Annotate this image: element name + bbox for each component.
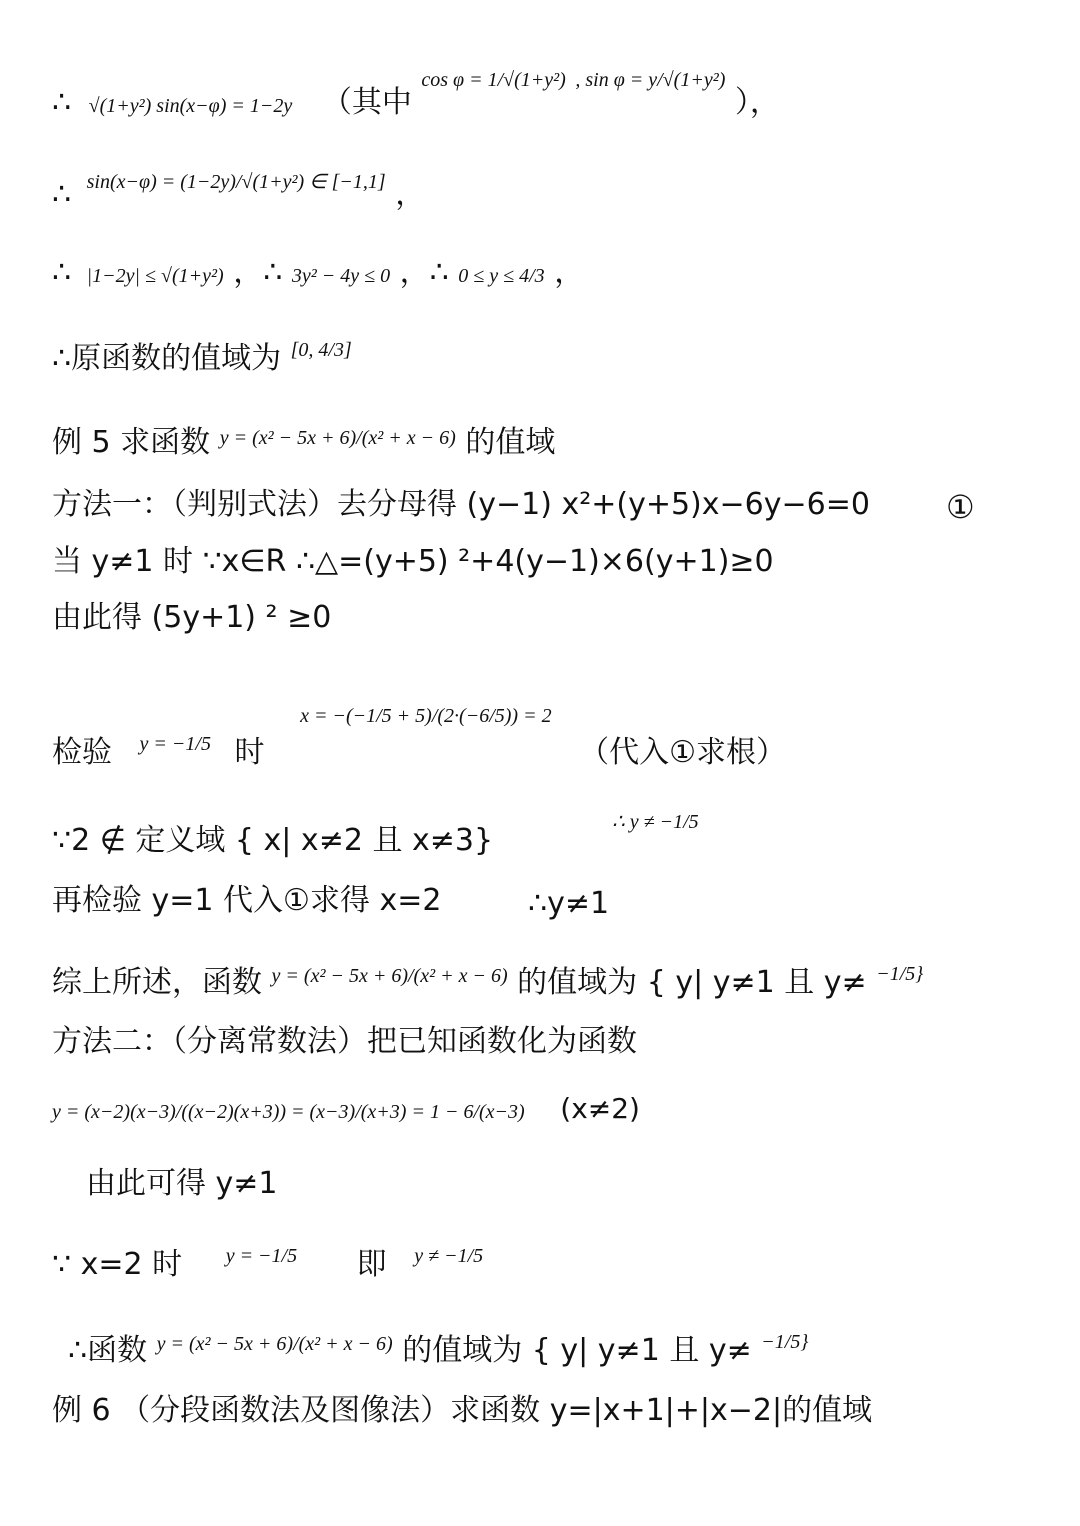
line-15 [86,1166,278,1201]
domain-text: ∵2 ∉ 定义域 { x| x≠2 且 x≠3} [52,823,494,858]
conclusion-y-neq-1: ∴y≠1 [528,886,610,921]
formula-cos-def: cos φ = 1/√(1+y²) [421,69,566,91]
line-10 [52,823,494,858]
formula-function: y = (x² − 5x + 6)/(x² + x − 6) [219,427,456,449]
method-1-text: 方法一：（判别式法）去分母得 (y−1) x²+(y+5)x−6y−6=0 [52,487,870,522]
formula-y-neq: ∴ y ≠ −1/5 [612,811,699,833]
line-2 [52,171,426,212]
line-18 [52,1393,873,1428]
line-17 [68,1331,809,1368]
line-12 [52,963,924,1000]
formula-function: y = (x² − 5x + 6)/(x² + x − 6) [271,965,508,987]
recheck-text: 再检验 y=1 代入①求得 x=2 [52,883,442,918]
method-2-text: 方法二：（分离常数法）把已知函数化为函数 [52,1024,637,1059]
formula-y-value: y = −1/5 [139,733,211,755]
text-shi: 时 [234,735,265,770]
text-comma: ， [395,177,426,212]
line-8 [52,600,332,635]
text-substitute: （代入①求根） [579,735,787,770]
line-13 [52,1024,637,1059]
formula-y-range: 0 ≤ y ≤ 4/3 [458,265,545,287]
formula-y-value: y = −1/5 [225,1245,298,1267]
check-label: 检验 [52,735,112,770]
formula-sin-range: sin(x−φ) = (1−2y)/√(1+y²) ∈ [−1,1] [86,171,386,193]
text-ji: 即 [356,1247,387,1282]
derived-y-neq-1: 由此可得 y≠1 [86,1166,278,1201]
formula-main: √(1+y²) sin(x−φ) = 1−2y [88,95,293,117]
derived-text: 由此得 (5y+1) ² ≥0 [52,600,332,635]
text-suffix: 的值域 [465,425,556,460]
therefore-symbol: ∴ [52,255,72,290]
formula-minus-fifth: −1/5} [876,963,924,985]
formula-function: y = (x² − 5x + 6)/(x² + x − 6) [156,1333,393,1355]
line-14 [52,1094,640,1124]
formula-separation: y = (x−2)(x−3)/((x−2)(x+3)) = (x−3)/(x+3) = 1 − 6/(x−3) [52,1101,525,1123]
summary-suffix: 的值域为 { y| y≠1 且 y≠ [402,1333,752,1368]
line-6 [52,487,870,522]
discriminant-text: 当 y≠1 时 ∵x∈R ∴△=(y+5) ²+4(y−1)×6(y+1)≥0 [52,544,774,579]
therefore-symbol: ∴ [52,177,72,212]
line-16 [52,1245,484,1282]
example-6-text: 例 6 （分段函数法及图像法）求函数 y=|x+1|+|x−2|的值域 [52,1393,873,1428]
text-close: ）， [734,85,780,120]
formula-x-root: x = −(−1/5 + 5)/(2·(−6/5)) = 2 [300,705,552,727]
text-sep: ，∴ [233,255,283,290]
text-range-conclusion: ∴原函数的值域为 [52,341,282,376]
formula-quad-ineq: 3y² − 4y ≤ 0 [291,265,391,287]
formula-minus-fifth: −1/5} [761,1331,809,1353]
because-text: ∵ x=2 时 [52,1247,183,1282]
line-11 [52,883,442,918]
example-5-label: 例 5 求函数 [52,425,211,460]
summary-prefix: 综上所述，函数 [52,965,262,1000]
text-comma: ， [554,255,585,290]
summary-suffix: 的值域为 { y| y≠1 且 y≠ [517,965,867,1000]
circle-mark-1: ① [946,488,975,526]
text-qizhong: （其中 [321,85,412,120]
formula-range-interval: [0, 4/3] [290,339,352,361]
condition-x-neq-2: (x≠2) [560,1092,640,1125]
text-sep: ，∴ [399,255,449,290]
summary-prefix: ∴函数 [68,1333,148,1368]
therefore-symbol: ∴ [52,85,72,120]
formula-abs-ineq: |1−2y| ≤ √(1+y²) [86,265,224,287]
formula-sin-def: , sin φ = y/√(1+y²) [575,69,726,91]
formula-y-neq: y ≠ −1/5 [414,1245,484,1267]
line-4 [52,339,352,376]
line-3 [52,255,585,290]
line-7 [52,544,774,579]
line-5 [52,425,556,460]
